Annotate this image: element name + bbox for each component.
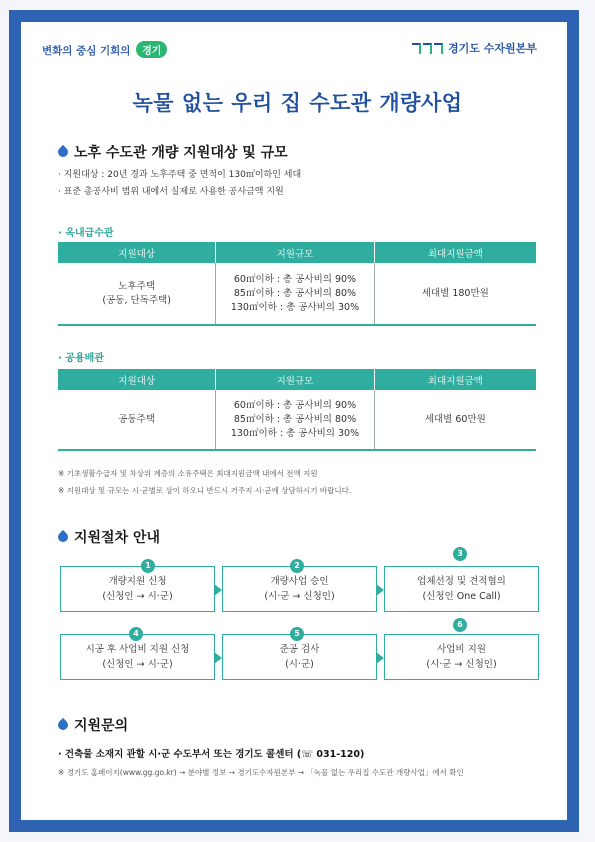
scale-line: 85㎡이하 : 총 공사비의 80% [233,413,357,425]
step-flow: (시·군 → 신청인) [426,659,497,670]
step-flow: (시·군) [285,659,314,670]
bullet-1: · 지원대상 : 20년 경과 노후주택 중 면적이 130㎡이하인 세대 [58,170,302,180]
contact-line: · 건축물 소재지 관할 시·군 수도부서 또는 경기도 콜센터 (☏ 031-120) [58,749,365,760]
step-box-5 [222,634,377,680]
step-flow: (시·군 → 신청인) [264,591,335,602]
step-flow: (신청인 → 시·군) [102,591,173,602]
header-target: 지원대상 [58,369,216,390]
arrow-right-icon [376,652,384,664]
arrow-right-icon [214,584,222,596]
slogan-text: 변화의 중심 기회의 [42,45,131,57]
step-number: 6 [453,618,467,632]
scale-line: 85㎡이하 : 총 공사비의 80% [233,287,357,299]
shared-label: · 공용배관 [58,353,104,364]
cell-scale [216,390,374,450]
org-name: 경기도 수자원본부 [448,42,537,55]
cell-target: 공동주택 [118,413,156,425]
step-number: 3 [453,547,467,561]
header-max: 최대지원금액 [374,369,536,390]
step-box-2 [222,566,377,612]
section3-heading [58,715,128,735]
table-row [58,263,536,325]
water-drop-icon [56,718,70,732]
header-scale: 지원규모 [216,242,374,263]
scale-line: 60㎡이하 : 총 공사비의 90% [233,399,357,411]
step-number: 1 [141,559,155,573]
scale-line: 60㎡이하 : 총 공사비의 90% [233,273,357,285]
arrow-right-icon [214,652,222,664]
section2-heading [58,527,160,547]
step-title: 시공 후 사업비 지원 신청 [85,644,190,655]
step-number: 5 [290,627,304,641]
indoor-label: · 옥내급수관 [58,228,114,239]
step-number: 4 [129,627,143,641]
section1-heading [58,142,288,162]
note-2: ※ 지원대상 및 규모는 시·군별로 상이 하오니 반드시 거주지 시·군에 상담하시기 바랍니다. [58,486,352,495]
table-header-row [58,369,536,390]
page-title: 녹물 없는 우리 집 수도관 개량사업 [132,91,463,115]
scale-line: 130㎡이하 : 총 공사비의 30% [230,427,360,439]
header-max: 최대지원금액 [374,242,536,263]
water-org-logo-icon [412,43,443,54]
contact-note: ※ 경기도 홈페이지(www.gg.go.kr) → 분야별 정보 → 경기도수자원본부 → 「녹물 없는 우리집 수도관 개량사업」에서 확인 [58,768,464,777]
water-drop-icon [56,145,70,159]
step-number: 2 [290,559,304,573]
scale-line: 130㎡이하 : 총 공사비의 30% [230,301,360,313]
section3-heading-text: 지원문의 [74,718,129,734]
slogan-badge: 경기 [136,41,167,58]
shared-table [58,369,536,451]
step-box-4 [60,634,215,680]
step-box-1 [60,566,215,612]
bullet-2: · 표준 총공사비 범위 내에서 실제로 사용한 공사금액 지원 [58,187,284,197]
step-title: 사업비 지원 [437,644,486,655]
table-header-row [58,242,536,263]
water-drop-icon [56,530,70,544]
step-title: 개량지원 신청 [108,576,167,587]
step-title: 개량사업 승인 [270,576,329,587]
header-scale: 지원규모 [216,369,374,390]
cell-scale [216,263,374,325]
section1-heading-text: 노후 수도관 개량 지원대상 및 규모 [74,145,288,161]
indoor-table [58,242,536,326]
org-logo-block [412,40,537,56]
step-box-3 [384,566,539,612]
step-box-6 [384,634,539,680]
header-target: 지원대상 [58,242,216,263]
section2-heading-text: 지원절차 안내 [74,530,161,546]
note-1: ※ 기초생활수급자 및 차상위 계층의 소유주택은 최대지원금액 내에서 전액 지원 [58,469,318,478]
step-title: 준공 검사 [279,644,320,655]
cell-max: 세대별 60만원 [424,413,486,425]
slogan [42,41,167,58]
target-line1: 노후주택 [118,280,156,292]
arrow-right-icon [376,584,384,596]
target-line2: (공동, 단독주택) [102,294,171,306]
step-flow: (신청인 One Call) [422,591,501,602]
step-title: 업체선정 및 견적협의 [417,576,506,587]
table-row [58,390,536,450]
step-flow: (신청인 → 시·군) [102,659,173,670]
cell-target [58,263,216,325]
cell-max: 세대별 180만원 [421,287,489,299]
